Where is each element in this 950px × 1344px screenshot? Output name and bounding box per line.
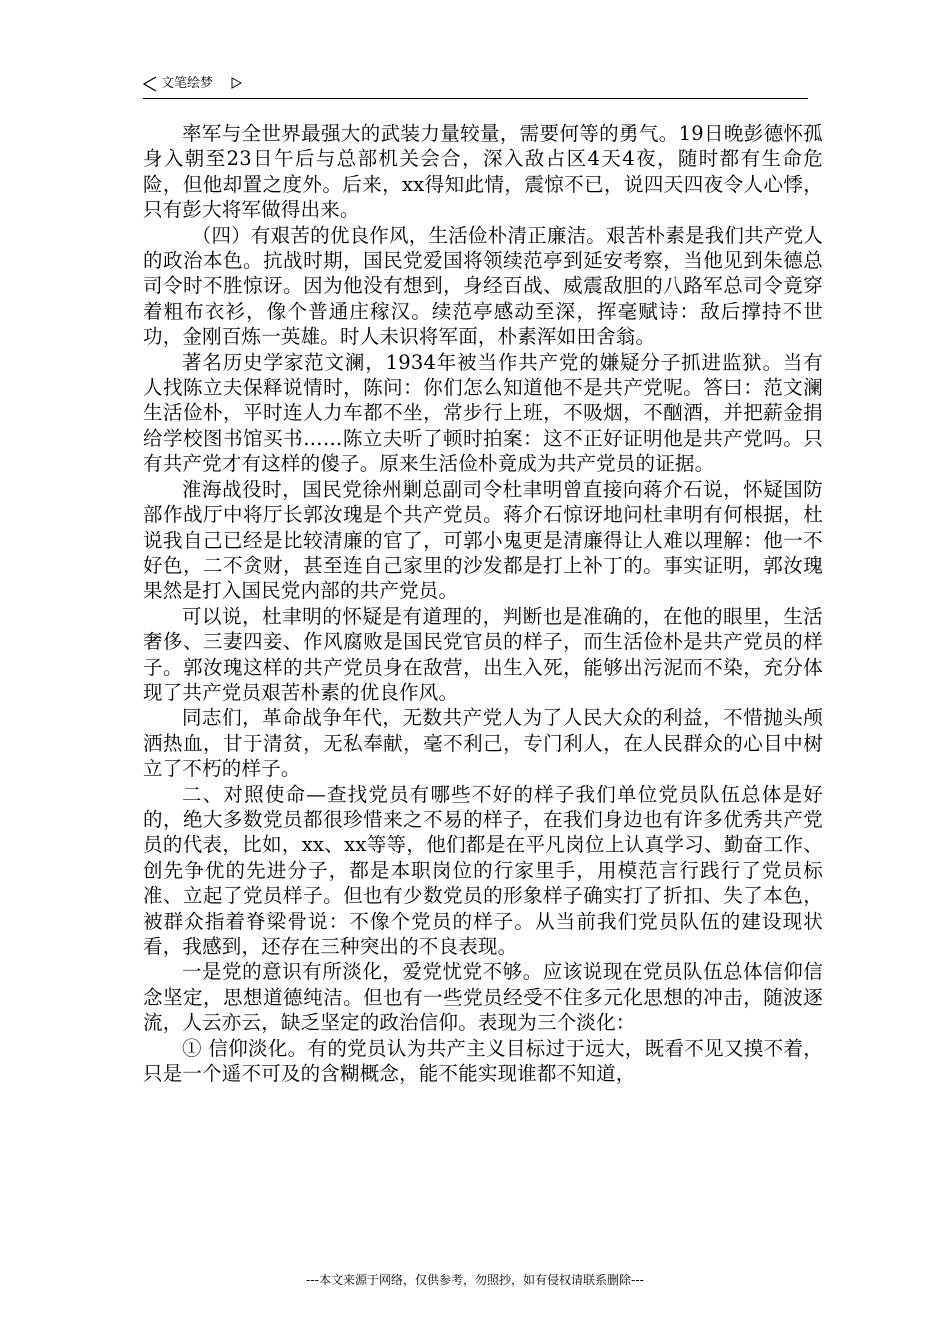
page-footer: ---本文来源于网络，仅供参考，勿照抄，如有侵权请联系删除--- <box>306 1273 644 1287</box>
paragraph: 率军与全世界最强大的武装力量较量，需要何等的勇气。19日晚彭德怀孤身入朝至23日午后与总部机关会合，深入敌占区4天4夜，随时都有生命危险，但他却置之度外。后来，xx得知此情，震惊不已，说四天四夜令人心悸，只有彭大将军做得出来。 <box>143 122 823 222</box>
paragraph: 著名历史学家范文澜，1934年被当作共产党的嫌疑分子抓进监狱。当有人找陈立夫保释说情时，陈问：你们怎么知道他不是共产党呢。答曰：范文澜生活俭朴，平时连人力车都不坐，常步行上班，不吸烟，不酗酒，并把薪金捐给学校图书馆买书……陈立夫听了顿时拍案：这不正好证明他是共产党吗。只有共产党才有这样的傻子。原来生活俭朴竟成为共产党员的证据。 <box>143 350 823 476</box>
paragraph: 二、对照使命—查找党员有哪些不好的样子我们单位党员队伍总体是好的，绝大多数党员都很珍惜来之不易的样子，在我们身边也有许多优秀共产党员的代表，比如，xx、xx等等，他们都是在平凡岗位上认真学习、勤奋工作、创先争优的先进分子，都是本职岗位的行家里手，用模范言行践行了党员标准、立起了党员样子。但也有少数党员的形象样子确实打了折扣、失了本色，被群众指着脊梁骨说：不像个党员的样子。从当前我们党员队伍的建设现状看，我感到，还存在三种突出的不良表现。 <box>143 782 823 958</box>
paragraph: 可以说，杜聿明的怀疑是有道理的，判断也是准确的，在他的眼里，生活奢侈、三妻四妾、作风腐败是国民党官员的样子，而生活俭朴是共产党员的样子。郭汝瑰这样的共产党员身在敌营，出生入死，能够出污泥而不染，充分体现了共产党员艰苦朴素的优良作风。 <box>143 604 823 704</box>
paragraph: （四）有艰苦的优良作风，生活俭朴清正廉洁。艰苦朴素是我们共产党人的政治本色。抗战时期，国民党爱国将领续范亭到延安考察，当他见到朱德总司令时不胜惊讶。因为他没有想到，身经百战、威震敌胆的八路军总司令竟穿着粗布衣衫，像个普通庄稼汉。续范亭感动至深，挥毫赋诗：敌后撑持不世功，金刚百炼一英雄。时人未识将军面，朴素浑如田舍翁。 <box>143 223 823 349</box>
header-title: 文笔绘梦 <box>161 76 214 91</box>
paragraph: 一是党的意识有所淡化，爱党忧党不够。应该说现在党员队伍总体信仰信念坚定，思想道德纯洁。但也有一些党员经受不住多元化思想的冲击，随波逐流，人云亦云，缺乏坚定的政治信仰。表现为三个淡化： <box>143 960 823 1035</box>
page-header <box>143 72 808 99</box>
paragraph: ① 信仰淡化。有的党员认为共产主义目标过于远大，既看不见又摸不着，只是一个遥不可及的含糊概念，能不能实现谁都不知道， <box>143 1036 823 1086</box>
triangle-left-icon <box>143 76 157 92</box>
paragraph: 同志们，革命战争年代，无数共产党人为了人民大众的利益，不惜抛头颅洒热血，甘于清贫，无私奉献，毫不利己，专门利人，在人民群众的心目中树立了不朽的样子。 <box>143 706 823 781</box>
paragraph: 淮海战役时，国民党徐州剿总副司令杜聿明曾直接向蒋介石说，怀疑国防部作战厅中将厅长郭汝瑰是个共产党员。蒋介石惊讶地问杜聿明有何根据，杜说我自己已经是比较清廉的官了，可郭小鬼更是清廉得让人难以理解：他一不好色，二不贪财，甚至连自己家里的沙发都是打上补丁的。事实证明，郭汝瑰果然是打入国民党内部的共产党员。 <box>143 477 823 603</box>
document-body <box>143 121 823 1086</box>
triangle-right-icon <box>231 77 242 89</box>
